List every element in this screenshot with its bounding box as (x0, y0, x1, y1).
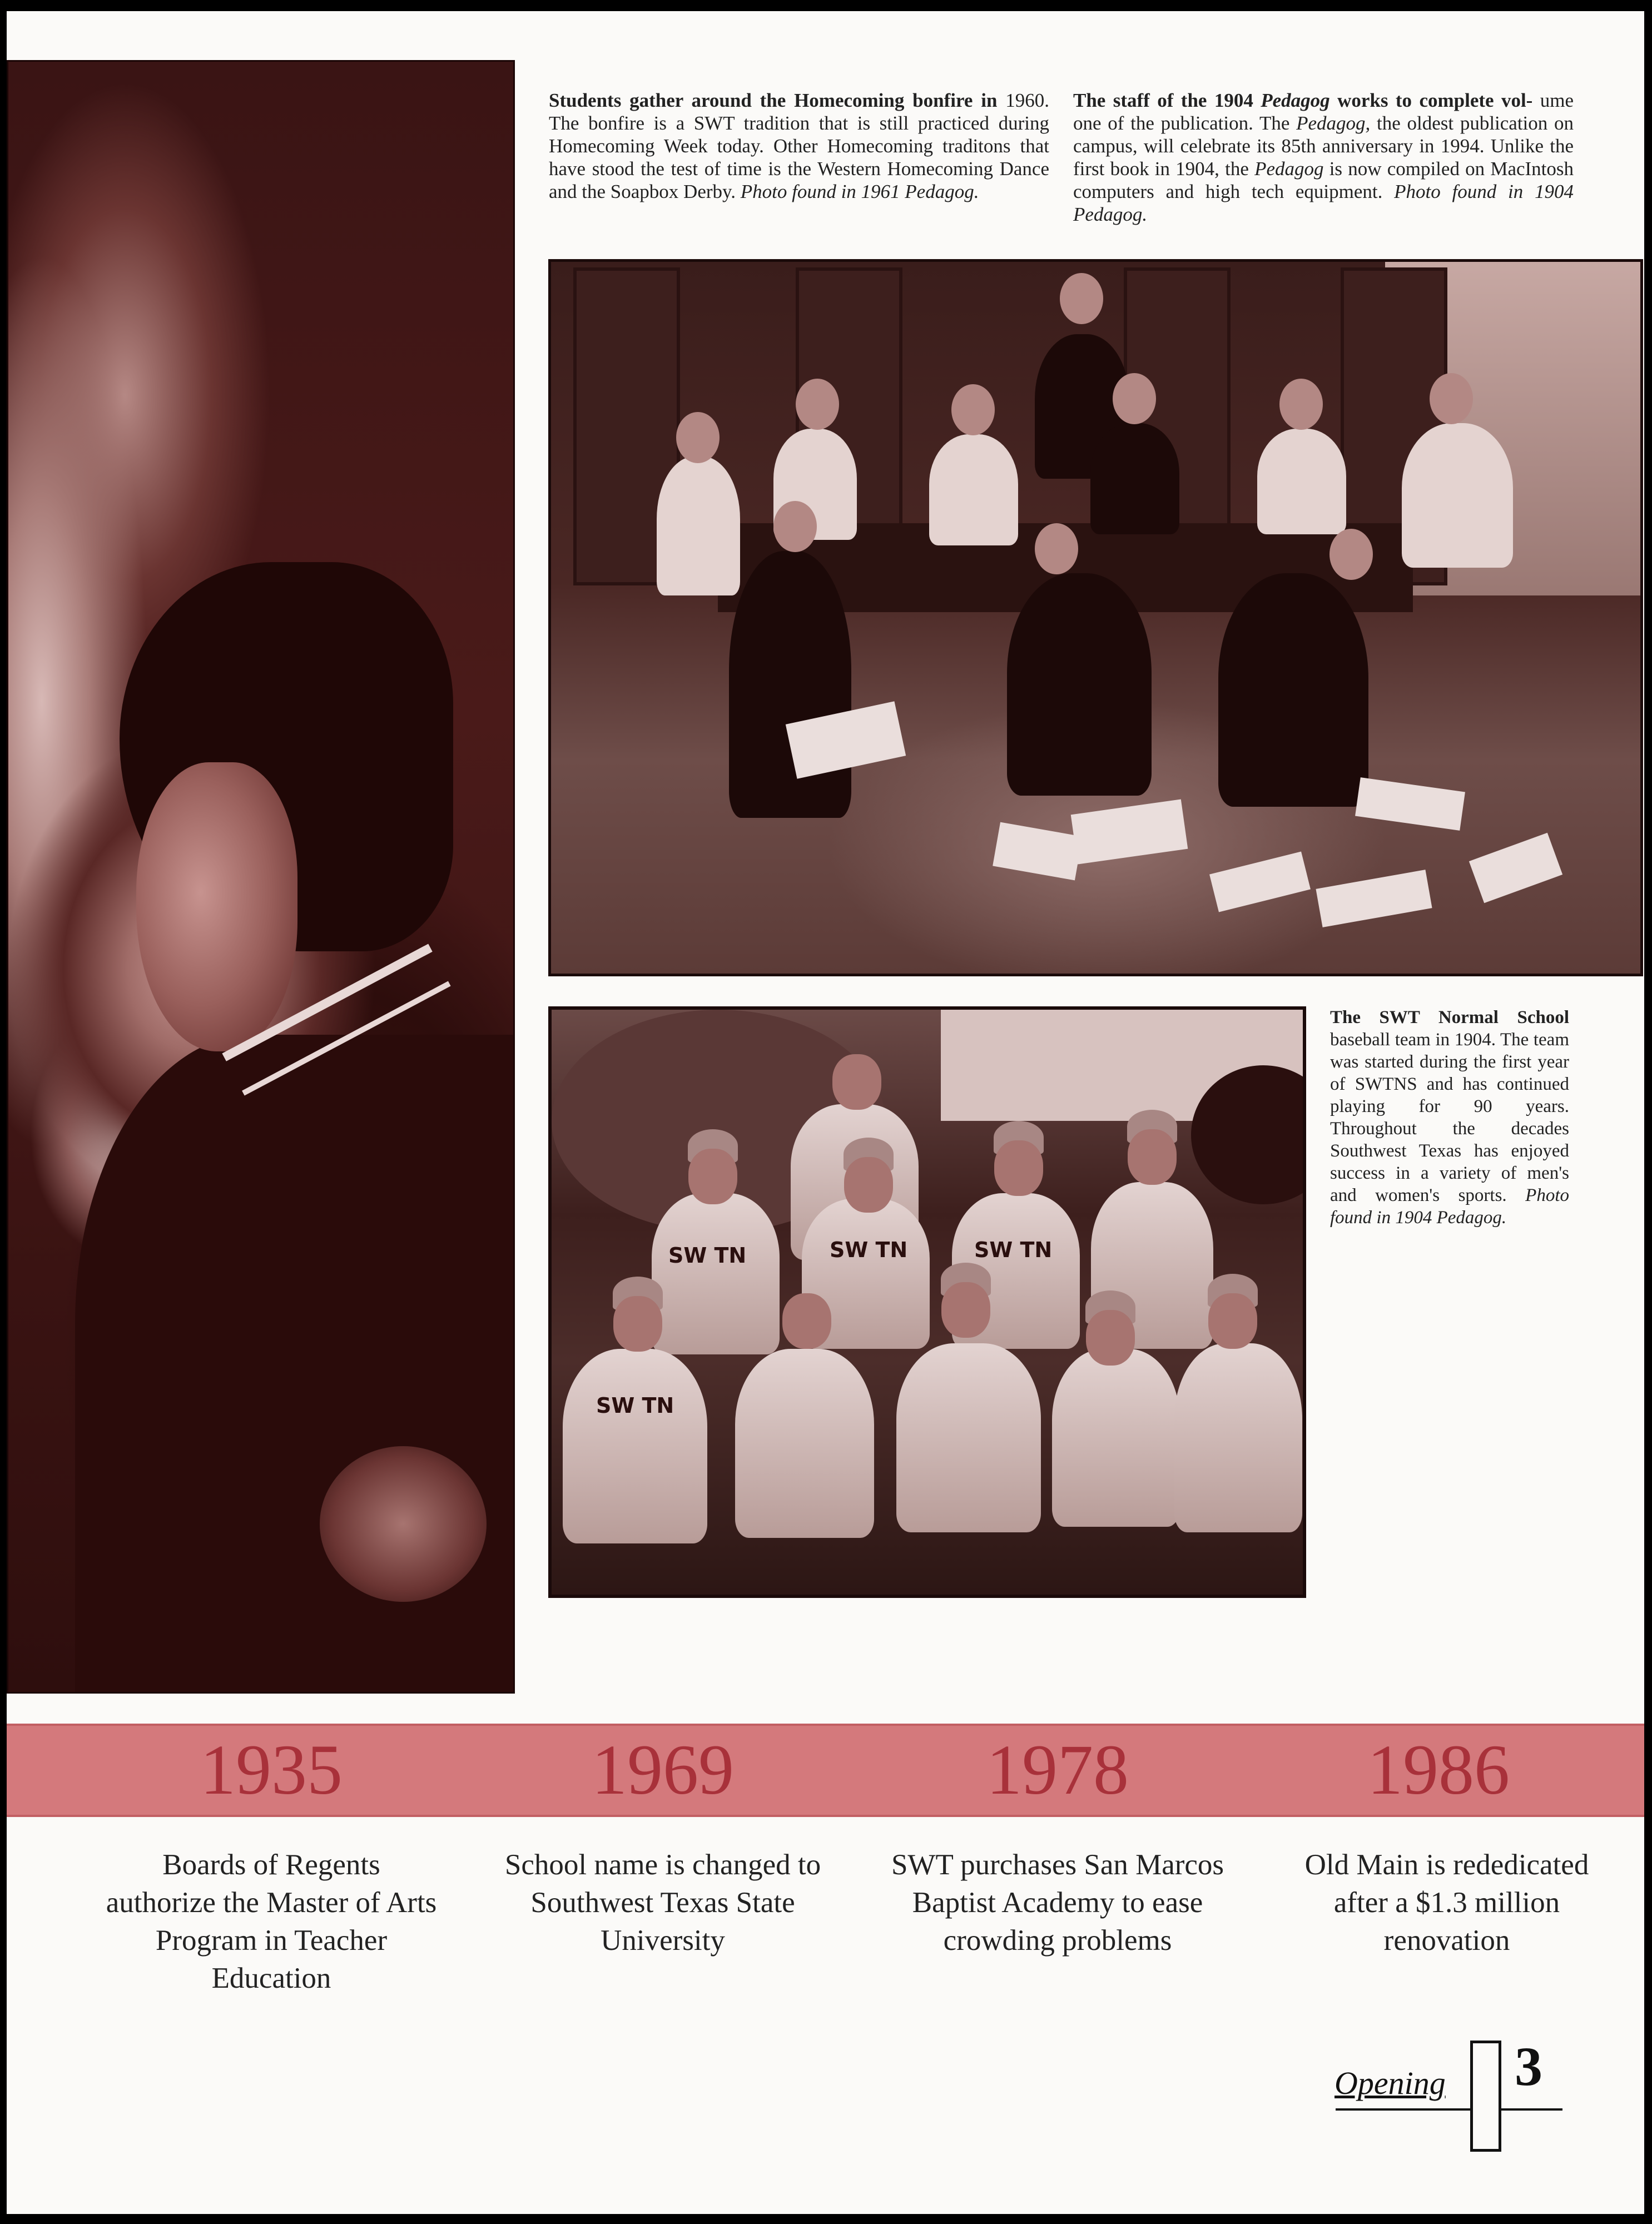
pedagog-caption-lead-1: The staff of the 1904 (1073, 90, 1253, 111)
timeline-event-1969: School name is changed to Southwest Texas State University (504, 1849, 821, 1957)
bonfire-caption-credit: Photo found in 1961 Pedagog. (740, 181, 979, 202)
bonfire-caption (549, 89, 1049, 203)
baseball-team-photo: SW TN SW TN SW TN SW TN (548, 1006, 1306, 1598)
timeline-year-1986: 1986 (1367, 1730, 1510, 1809)
timeline-event-1978: SWT purchases San Marcos Baptist Academy to ease crowding problems (891, 1849, 1224, 1957)
bonfire-caption-lead: Students gather around the Homecoming bonfire in (549, 90, 998, 111)
pedagog-caption-body-2: the oldest publication on campus, will celebrate its 85th anniversary in 1994. Unlike the first book in 1904, the (1073, 112, 1574, 180)
pedagog-caption-body-1: ume one of the publication. The (1073, 90, 1574, 134)
pedagog-caption-credit: Photo found in 1904 Pedagog. (1073, 181, 1574, 225)
pedagog-caption-lead-2: works to complete vol- (1337, 90, 1533, 111)
page-number: 3 (1515, 2036, 1542, 2097)
pedagog-caption-body-3: is now compiled on MacIntosh computers and high tech equipment. (1073, 158, 1574, 202)
pedagog-caption-lead-italic: Pedagog (1261, 90, 1330, 111)
photo-detail-face (136, 762, 297, 1051)
photo-detail-hand (320, 1446, 487, 1602)
timeline-event-1935: Boards of Regents authorize the Master of Arts Program in Teacher Education (106, 1849, 437, 1994)
baseball-caption-lead: The SWT Normal School (1330, 1007, 1569, 1027)
photo-detail-coat (75, 1035, 515, 1694)
yearbook-page (7, 11, 1644, 2214)
timeline-event-1986: Old Main is rededicated after a $1.3 million renovation (1304, 1849, 1589, 1957)
homecoming-bonfire-photo (7, 60, 515, 1694)
baseball-caption-body: baseball team in 1904. The team was started during the first year of SWTNS and has continued playing for 90 years. Throughout the decades Southwest Texas has enjoyed success in a variety of men's and women's sports. (1330, 1030, 1569, 1205)
pedagog-caption (1073, 89, 1574, 226)
pedagog-staff-photo (548, 259, 1643, 976)
timeline-year-1969: 1969 (592, 1730, 734, 1809)
bonfire-caption-body: 1960. The bonfire is a SWT tradition that is still practiced during Homecoming Week today. Other Homecoming traditons that have stood the test of time is the Western Homecoming Dance and the Soapbox Derby. (549, 90, 1049, 202)
pedagog-caption-body-italic-2: Pedagog (1254, 158, 1324, 180)
pedagog-caption-body-italic-1: Pedagog, (1296, 112, 1371, 134)
baseball-caption (1330, 1006, 1569, 1229)
folio-rule (1336, 2108, 1562, 2111)
folio-box (1470, 2041, 1501, 2152)
timeline-year-1978: 1978 (986, 1730, 1129, 1809)
baseball-caption-credit: Photo found in 1904 Pedagog. (1330, 1185, 1569, 1228)
section-label: Opening (1335, 2065, 1446, 2101)
timeline-year-1935: 1935 (200, 1730, 343, 1809)
